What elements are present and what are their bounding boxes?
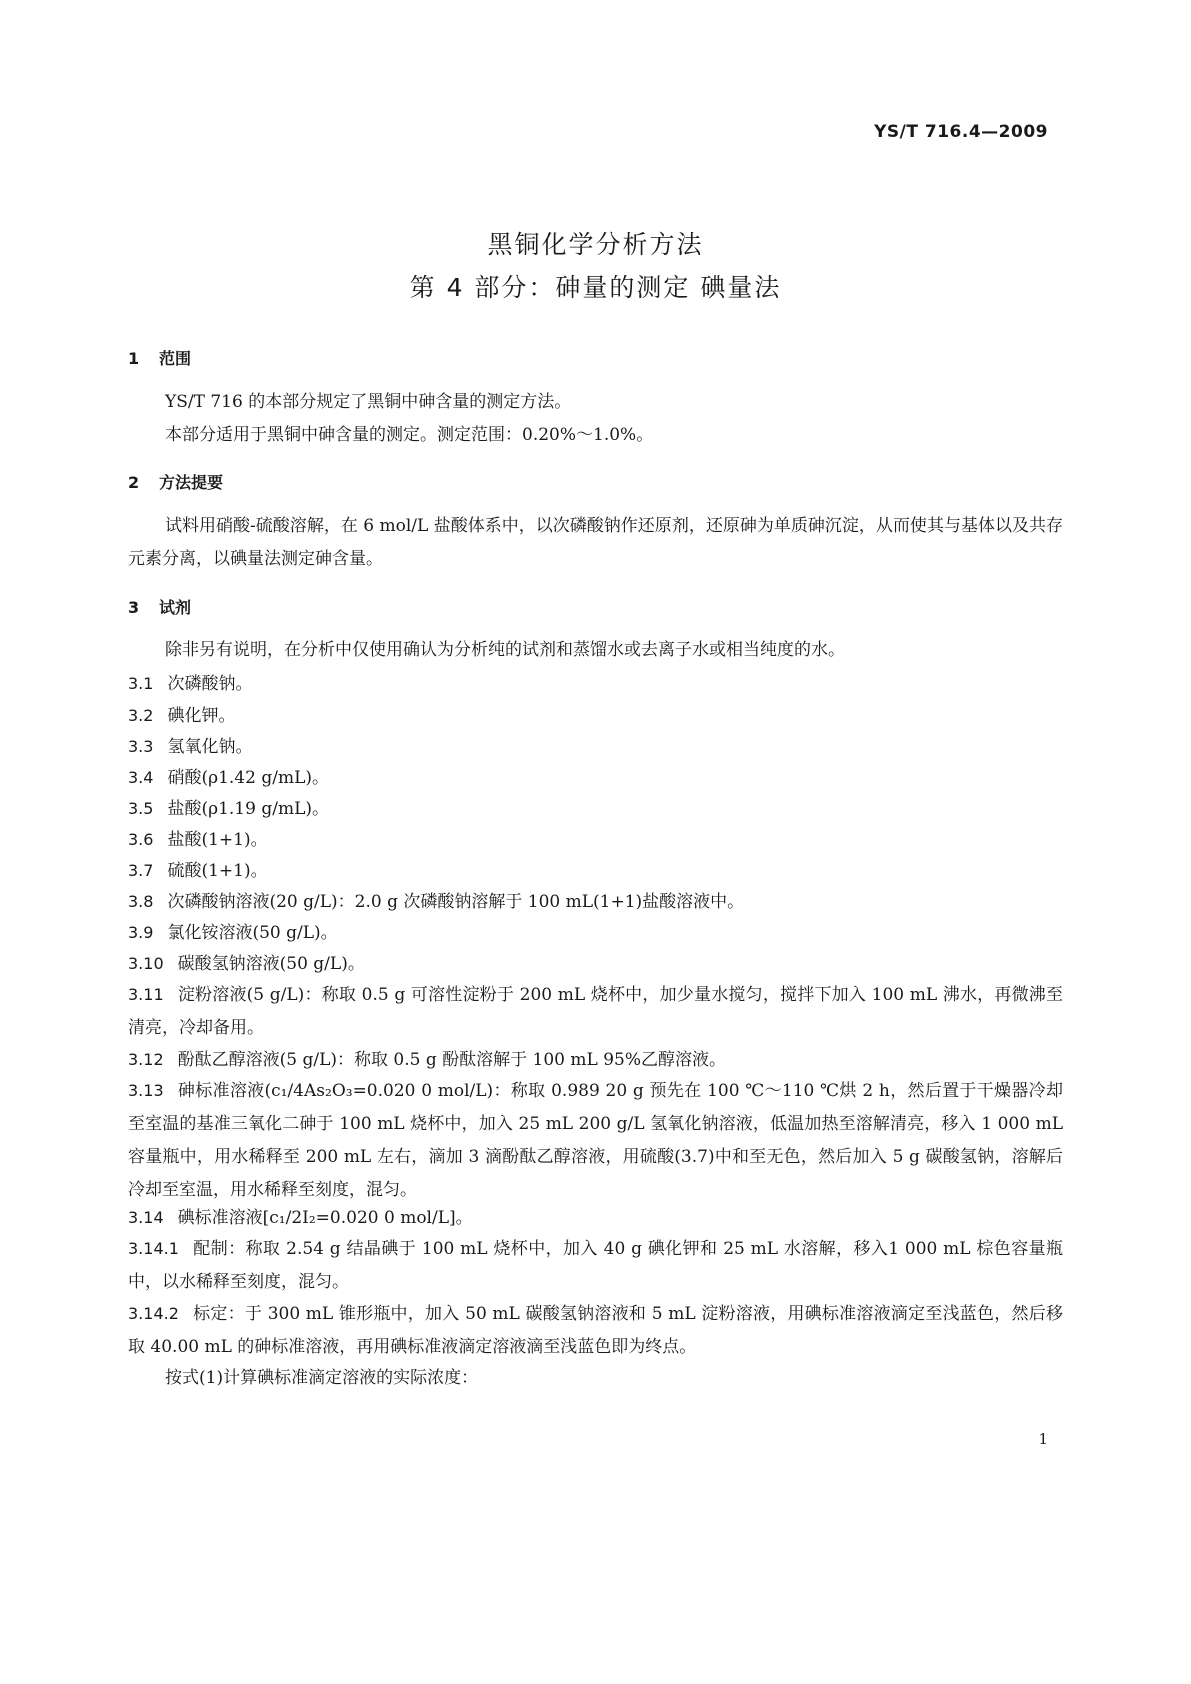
reagent-item bbox=[128, 1297, 1063, 1364]
item-number: 3.2 bbox=[128, 706, 154, 725]
section-title: 试剂 bbox=[159, 598, 192, 617]
section-heading-method-summary bbox=[128, 470, 223, 493]
paragraph: 按式(1)计算碘标准滴定溶液的实际浓度： bbox=[165, 1368, 479, 1388]
paragraph: YS/T 716 的本部分规定了黑铜中砷含量的测定方法。 bbox=[165, 392, 572, 412]
paragraph: 本部分适用于黑铜中砷含量的测定。测定范围：0.20%～1.0%。 bbox=[165, 425, 654, 445]
item-text: 砷标准溶液(c₁/4As₂O₃=0.020 0 mol/L)：称取 0.989 20 g 预先在 100 ℃～110 ℃烘 2 h，然后置于干燥器冷却至室温的基准三氧化二砷于 100 mL 烧杯中，加入 25 mL 200 g/L 氢氧化钠溶液，低温加热至溶解清亮，移入 1 000 mL 容量瓶中，用水稀释至 200 mL 左右，滴加 3 滴酚酞乙醇溶液，用硫酸(3.7)中和至无色，然后加入 5 g 碳酸氢钠，溶解后冷却至室温，用水稀释至刻度，混匀。 bbox=[128, 1081, 1063, 1200]
reagent-item bbox=[128, 730, 1063, 764]
item-number: 3.3 bbox=[128, 737, 154, 756]
item-number: 3.13 bbox=[128, 1081, 164, 1100]
section-title: 范围 bbox=[159, 349, 192, 368]
item-text: 盐酸(ρ1.19 g/mL)。 bbox=[167, 799, 329, 819]
item-text: 酚酞乙醇溶液(5 g/L)：称取 0.5 g 酚酞溶解于 100 mL 95%乙醇溶液。 bbox=[177, 1050, 726, 1070]
reagent-item bbox=[128, 1043, 1063, 1077]
item-text: 硫酸(1+1)。 bbox=[167, 861, 268, 881]
reagent-item bbox=[128, 947, 1063, 981]
item-number: 3.9 bbox=[128, 923, 154, 942]
reagent-item bbox=[128, 761, 1063, 795]
item-number: 3.12 bbox=[128, 1050, 164, 1069]
page-number: 1 bbox=[1038, 1430, 1048, 1448]
item-number: 3.14.1 bbox=[128, 1239, 179, 1258]
item-text: 碘化钾。 bbox=[167, 706, 236, 726]
item-text: 氯化铵溶液(50 g/L)。 bbox=[167, 923, 338, 943]
section-number: 3 bbox=[128, 598, 140, 617]
item-number: 3.8 bbox=[128, 892, 154, 911]
reagent-item bbox=[128, 916, 1063, 950]
item-text: 氢氧化钠。 bbox=[167, 737, 253, 757]
reagent-item bbox=[128, 667, 1063, 701]
item-text: 淀粉溶液(5 g/L)：称取 0.5 g 可溶性淀粉于 200 mL 烧杯中，加少量水搅匀，搅拌下加入 100 mL 沸水，再微沸至清亮，冷却备用。 bbox=[128, 985, 1063, 1038]
item-number: 3.4 bbox=[128, 768, 154, 787]
reagent-item bbox=[128, 978, 1063, 1045]
item-number: 3.14 bbox=[128, 1208, 164, 1227]
item-text: 硝酸(ρ1.42 g/mL)。 bbox=[167, 768, 329, 788]
reagent-item bbox=[128, 792, 1063, 826]
reagent-item bbox=[128, 1201, 1063, 1235]
paragraph: 除非另有说明，在分析中仅使用确认为分析纯的试剂和蒸馏水或去离子水或相当纯度的水。 bbox=[165, 640, 845, 660]
item-text: 次磷酸钠。 bbox=[167, 674, 253, 694]
item-number: 3.1 bbox=[128, 674, 154, 693]
reagent-item bbox=[128, 699, 1063, 733]
item-number: 3.11 bbox=[128, 985, 164, 1004]
item-text: 标定：于 300 mL 锥形瓶中，加入 50 mL 碳酸氢钠溶液和 5 mL 淀粉溶液，用碘标准溶液滴定至浅蓝色，然后移取 40.00 mL 的砷标准溶液，再用碘标准液滴定溶液滴至浅蓝色即为终点。 bbox=[128, 1304, 1063, 1357]
section-heading-scope bbox=[128, 346, 191, 369]
reagent-item bbox=[128, 1074, 1063, 1207]
standard-code: YS/T 716.4—2009 bbox=[874, 122, 1048, 142]
reagent-item bbox=[128, 885, 1063, 919]
section-number: 1 bbox=[128, 349, 140, 368]
reagent-item bbox=[128, 1232, 1063, 1299]
reagent-item bbox=[128, 823, 1063, 857]
section-heading-reagents bbox=[128, 595, 191, 618]
item-text: 配制：称取 2.54 g 结晶碘于 100 mL 烧杯中，加入 40 g 碘化钾和 25 mL 水溶解，移入1 000 mL 棕色容量瓶中，以水稀释至刻度，混匀。 bbox=[128, 1239, 1063, 1292]
item-number: 3.7 bbox=[128, 861, 154, 880]
item-number: 3.6 bbox=[128, 830, 154, 849]
document-title: 黑铜化学分析方法 bbox=[487, 230, 704, 259]
item-text: 碳酸氢钠溶液(50 g/L)。 bbox=[177, 954, 365, 974]
paragraph: 试料用硝酸-硫酸溶解，在 6 mol/L 盐酸体系中，以次磷酸钠作还原剂，还原砷为单质砷沉淀，从而使其与基体以及共存元素分离，以碘量法测定砷含量。 bbox=[128, 516, 1063, 569]
item-number: 3.10 bbox=[128, 954, 164, 973]
item-text: 碘标准溶液[c₁/2I₂=0.020 0 mol/L]。 bbox=[177, 1208, 473, 1228]
item-number: 3.14.2 bbox=[128, 1304, 179, 1323]
item-number: 3.5 bbox=[128, 799, 154, 818]
section-number: 2 bbox=[128, 473, 140, 492]
item-text: 次磷酸钠溶液(20 g/L)：2.0 g 次磷酸钠溶解于 100 mL(1+1)盐酸溶液中。 bbox=[167, 892, 745, 912]
document-subtitle: 第 4 部分：砷量的测定 碘量法 bbox=[409, 273, 782, 302]
section-title: 方法提要 bbox=[159, 473, 224, 492]
reagent-item bbox=[128, 854, 1063, 888]
item-text: 盐酸(1+1)。 bbox=[167, 830, 268, 850]
